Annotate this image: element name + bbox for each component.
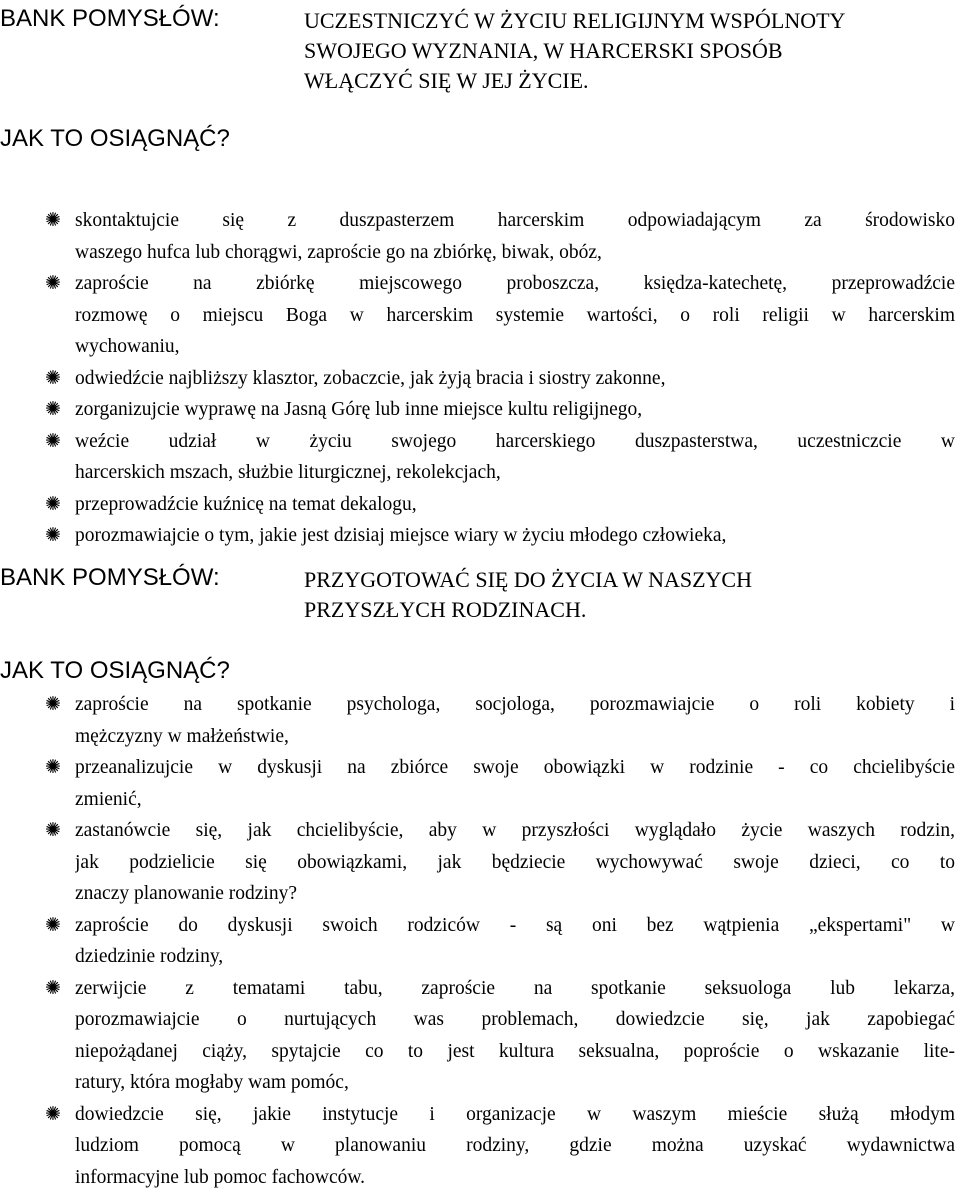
list-item <box>0 973 955 1099</box>
asterisk-bullet-icon: ✺ <box>42 394 64 426</box>
bank-title-line: SWOJEGO WYZNANIA, W HARCERSKI SPOSÓB <box>304 36 944 66</box>
list-item-line: dziedzinie rodziny, <box>75 941 955 973</box>
list-item-line: niepożądanej ciąży, spytajcie co to jest kultura seksualna, poproście o wskazanie lite- <box>75 1036 955 1068</box>
asterisk-bullet-icon: ✺ <box>42 268 64 300</box>
asterisk-bullet-icon: ✺ <box>42 910 64 942</box>
list-item-line: przeprowadźcie kuźnicę na temat dekalogu, <box>75 489 955 521</box>
asterisk-bullet-icon: ✺ <box>42 363 64 395</box>
list-item-line: ratury, która mogłaby wam pomóc, <box>75 1067 955 1099</box>
how-heading: JAK TO OSIĄGNĄĆ? <box>0 124 230 154</box>
list-item <box>0 910 955 973</box>
list-item-line: zastanówcie się, jak chcielibyście, aby w przyszłości wyglądało życie waszych rodzin, <box>75 815 955 847</box>
ideas-list <box>0 205 955 552</box>
asterisk-bullet-icon: ✺ <box>42 689 64 721</box>
asterisk-bullet-icon: ✺ <box>42 973 64 1005</box>
list-item <box>0 489 955 521</box>
list-item <box>0 363 955 395</box>
list-item <box>0 426 955 489</box>
bank-label: BANK POMYSŁÓW: <box>0 4 220 34</box>
bank-header <box>0 563 960 653</box>
asterisk-bullet-icon: ✺ <box>42 426 64 458</box>
asterisk-bullet-icon: ✺ <box>42 520 64 552</box>
list-item-line: znaczy planowanie rodziny? <box>75 878 955 910</box>
list-item-line: wychowaniu, <box>75 331 955 363</box>
list-item <box>0 394 955 426</box>
bank-title <box>304 6 944 96</box>
list-item-line: porozmawiajcie o nurtujących was problemach, dowiedzcie się, jak zapobiegać <box>75 1004 955 1036</box>
list-item <box>0 205 955 268</box>
list-item-line: zerwijcie z tematami tabu, zaproście na spotkanie seksuologa lub lekarza, <box>75 973 955 1005</box>
asterisk-bullet-icon: ✺ <box>42 1099 64 1131</box>
bank-title-line: PRZYGOTOWAĆ SIĘ DO ŻYCIA W NASZYCH <box>304 565 944 595</box>
list-item-line: harcerskich mszach, służbie liturgicznej, rekolekcjach, <box>75 457 955 489</box>
list-item-line: odwiedźcie najbliższy klasztor, zobaczcie, jak żyją bracia i siostry zakonne, <box>75 363 955 395</box>
ideas-section-2 <box>0 563 960 653</box>
list-item-line: przeanalizujcie w dyskusji na zbiórce swoje obowiązki w rodzinie - co chcielibyście <box>75 752 955 784</box>
bank-label: BANK POMYSŁÓW: <box>0 563 220 593</box>
bank-title-line: PRZYSZŁYCH RODZINACH. <box>304 595 944 625</box>
bank-title <box>304 565 944 625</box>
list-item-line: skontaktujcie się z duszpasterzem harcerskim odpowiadającym za środowisko <box>75 205 955 237</box>
ideas-list <box>0 689 955 1193</box>
list-item <box>0 752 955 815</box>
bank-title-line: UCZESTNICZYĆ W ŻYCIU RELIGIJNYM WSPÓLNOTY <box>304 6 944 36</box>
list-item <box>0 520 955 552</box>
list-item-line: mężczyzny w małżeństwie, <box>75 721 955 753</box>
asterisk-bullet-icon: ✺ <box>42 205 64 237</box>
list-item-line: zorganizujcie wyprawę na Jasną Górę lub inne miejsce kultu religijnego, <box>75 394 955 426</box>
list-item-line: ludziom pomocą w planowaniu rodziny, gdzie można uzyskać wydawnictwa <box>75 1130 955 1162</box>
list-item-line: zmienić, <box>75 784 955 816</box>
list-item <box>0 689 955 752</box>
list-item-line: zaproście do dyskusji swoich rodziców - są oni bez wątpienia „ekspertami" w <box>75 910 955 942</box>
asterisk-bullet-icon: ✺ <box>42 815 64 847</box>
list-item-line: dowiedzcie się, jakie instytucje i organizacje w waszym mieście służą młodym <box>75 1099 955 1131</box>
list-item-line: jak podzielicie się obowiązkami, jak będziecie wychowywać swoje dzieci, co to <box>75 847 955 879</box>
list-item-line: rozmowę o miejscu Boga w harcerskim systemie wartości, o roli religii w harcerskim <box>75 300 955 332</box>
list-item <box>0 815 955 910</box>
list-item-line: waszego hufca lub chorągwi, zaproście go na zbiórkę, biwak, obóz, <box>75 237 955 269</box>
bank-title-line: WŁĄCZYĆ SIĘ W JEJ ŻYCIE. <box>304 66 944 96</box>
ideas-section-1 <box>0 4 960 94</box>
list-item-line: informacyjne lub pomoc fachowców. <box>75 1162 955 1193</box>
list-item-line: zaproście na spotkanie psychologa, socjologa, porozmawiajcie o roli kobiety i <box>75 689 955 721</box>
how-heading: JAK TO OSIĄGNĄĆ? <box>0 656 230 686</box>
asterisk-bullet-icon: ✺ <box>42 752 64 784</box>
list-item-line: zaproście na zbiórkę miejscowego proboszcza, księdza-katechetę, przeprowadźcie <box>75 268 955 300</box>
asterisk-bullet-icon: ✺ <box>42 489 64 521</box>
list-item <box>0 1099 955 1193</box>
bank-header <box>0 4 960 94</box>
list-item-line: porozmawiajcie o tym, jakie jest dzisiaj miejsce wiary w życiu młodego człowieka, <box>75 520 955 552</box>
list-item-line: weźcie udział w życiu swojego harcerskiego duszpasterstwa, uczestniczcie w <box>75 426 955 458</box>
list-item <box>0 268 955 363</box>
